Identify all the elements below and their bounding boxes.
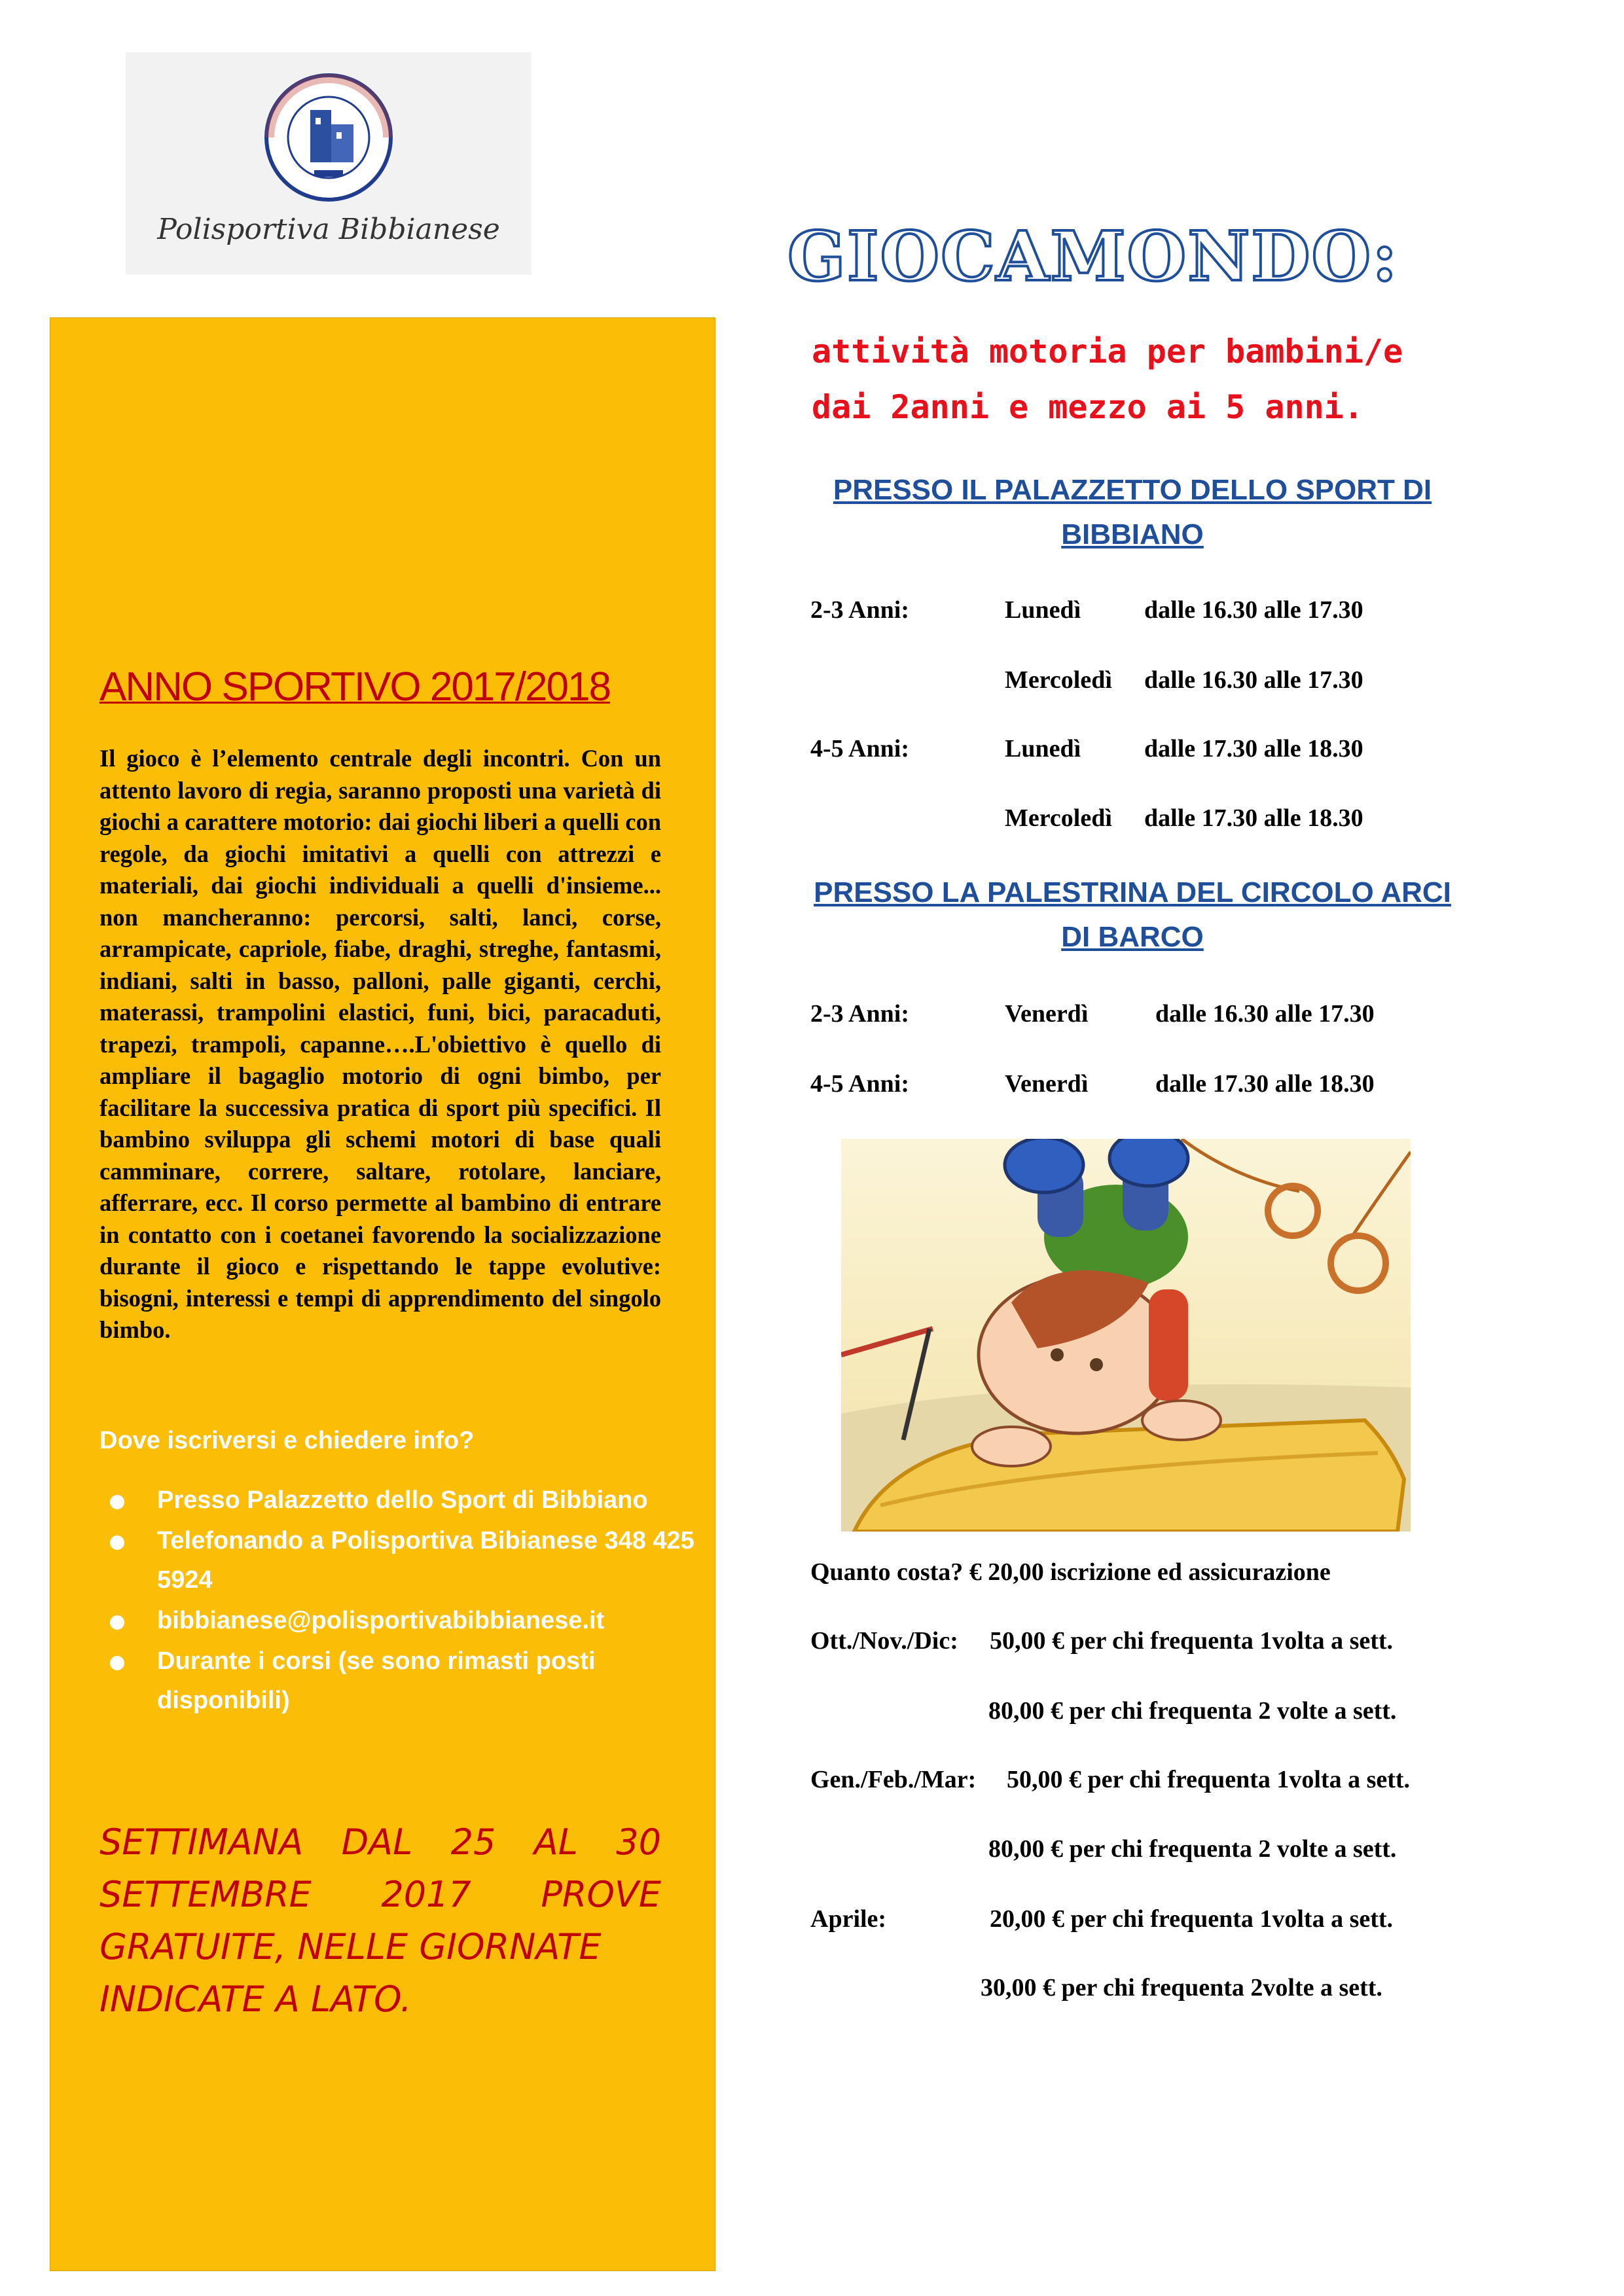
section-heading-barco: PRESSO LA PALESTRINA DEL CIRCOLO ARCI DI BARCO: [814, 876, 1451, 953]
schedule-day: Venerdì: [1005, 1070, 1089, 1098]
schedule-day: Venerdì: [1005, 1000, 1089, 1028]
list-item: Durante i corsi (se sono rimasti posti disponibili): [157, 1641, 707, 1720]
bullet-icon: [110, 1495, 124, 1509]
intro-paragraph: Il gioco è l’elemento centrale degli incontri. Con un attento lavoro di regia, saranno proposti una varietà di giochi a carattere motorio: dai giochi liberi a quelli con regole, da giochi imitativi a quelli con attrezzi e materiali, dai giochi individuali a quelli d'insieme... non mancheranno: percorsi, salti, lanci, corse, arrampicate, capriole, fiabe, draghi, streghe, fantasmi, indiani, salti in basso, palloni, palle giganti, cerchi, materassi, trampolini elastici, funi, bici, paracaduti, trapezi, trampoli, capanne….L'obiettivo è quello di ampliare il bagaglio motorio di ogni bimbo, per facilitare la successiva pratica di sport più specifici. Il bambino sviluppa gli schemi motori di base quali camminare, correre, saltare, rotolare, lanciare, afferrare, ecc. Il corso permette al bambino di entrare in contatto con i coetanei favorendo la socializzazione durante il gioco e rispettando le tappe evolutive: bisogni, interessi e tempi di apprendimento del singolo bimbo.: [99, 745, 661, 1343]
list-item: Telefonando a Polisportiva Bibianese 348 425 5924: [157, 1521, 707, 1600]
section-heading-palazzetto: PRESSO IL PALAZZETTO DELLO SPORT DI BIBBIANO: [833, 474, 1432, 550]
list-item: Presso Palazzetto dello Sport di Bibbiano: [157, 1480, 707, 1520]
cost-amount: 50,00 € per chi frequenta 1volta a sett.: [990, 1627, 1394, 1655]
email-link[interactable]: bibbianese@polisportivabibbianese.it: [157, 1607, 605, 1634]
list-item[interactable]: [157, 1601, 707, 1640]
schedule-day: Lunedì: [1005, 735, 1081, 762]
cost-amount: 80,00 € per chi frequenta 2 volte a sett.: [988, 1697, 1397, 1725]
cost-heading: Quanto costa? € 20,00 iscrizione ed assicurazione: [810, 1558, 1331, 1586]
logo-emblem-icon: [250, 72, 407, 203]
logo: [126, 52, 532, 275]
schedule-age: 4-5 Anni:: [810, 1070, 909, 1098]
schedule-age: 4-5 Anni:: [810, 735, 909, 762]
info-question: Dove iscriversi e chiedere info?: [99, 1427, 475, 1454]
schedule-day: Mercoledì: [1005, 804, 1112, 832]
schedule-time: dalle 17.30 alle 18.30: [1144, 804, 1363, 832]
schedule-time: dalle 16.30 alle 17.30: [1155, 1000, 1375, 1028]
cost-amount: 20,00 € per chi frequenta 1volta a sett.: [990, 1905, 1394, 1933]
cost-period: Aprile:: [810, 1905, 887, 1933]
schedule-age: 2-3 Anni:: [810, 1000, 909, 1028]
bullet-icon: [110, 1656, 124, 1670]
logo-caption: Polisportiva Bibbianese: [157, 213, 500, 246]
bullet-icon: [110, 1535, 124, 1550]
page-subtitle: attività motoria per bambini/e dai 2anni e mezzo ai 5 anni.: [812, 332, 1403, 426]
schedule-time: dalle 17.30 alle 18.30: [1155, 1070, 1375, 1098]
schedule-age: 2-3 Anni:: [810, 596, 909, 624]
cost-amount: 80,00 € per chi frequenta 2 volte a sett.: [988, 1835, 1397, 1863]
schedule-time: dalle 16.30 alle 17.30: [1144, 666, 1363, 694]
season-title: ANNO SPORTIVO 2017/2018: [99, 664, 610, 709]
cost-period: Gen./Feb./Mar:: [810, 1766, 977, 1793]
page-title: GIOCAMONDO:: [787, 216, 1399, 296]
cost-amount: 30,00 € per chi frequenta 2volte a sett.: [981, 1974, 1382, 2001]
schedule-time: dalle 16.30 alle 17.30: [1144, 596, 1363, 624]
cost-period: Ott./Nov./Dic:: [810, 1627, 958, 1655]
bullet-icon: [110, 1615, 124, 1630]
schedule-day: Lunedì: [1005, 596, 1081, 624]
schedule-day: Mercoledì: [1005, 666, 1112, 694]
schedule-time: dalle 17.30 alle 18.30: [1144, 735, 1363, 762]
free-trial-note: SETTIMANA DAL 25 AL 30 SETTEMBRE 2017 PROVE GRATUITE, NELLE GIORNATE INDICATE A LATO.: [99, 1821, 661, 2020]
child-handstand-illustration: [841, 1139, 1411, 1532]
info-list: [157, 1480, 707, 1721]
cost-amount: 50,00 € per chi frequenta 1volta a sett.: [1007, 1766, 1411, 1793]
